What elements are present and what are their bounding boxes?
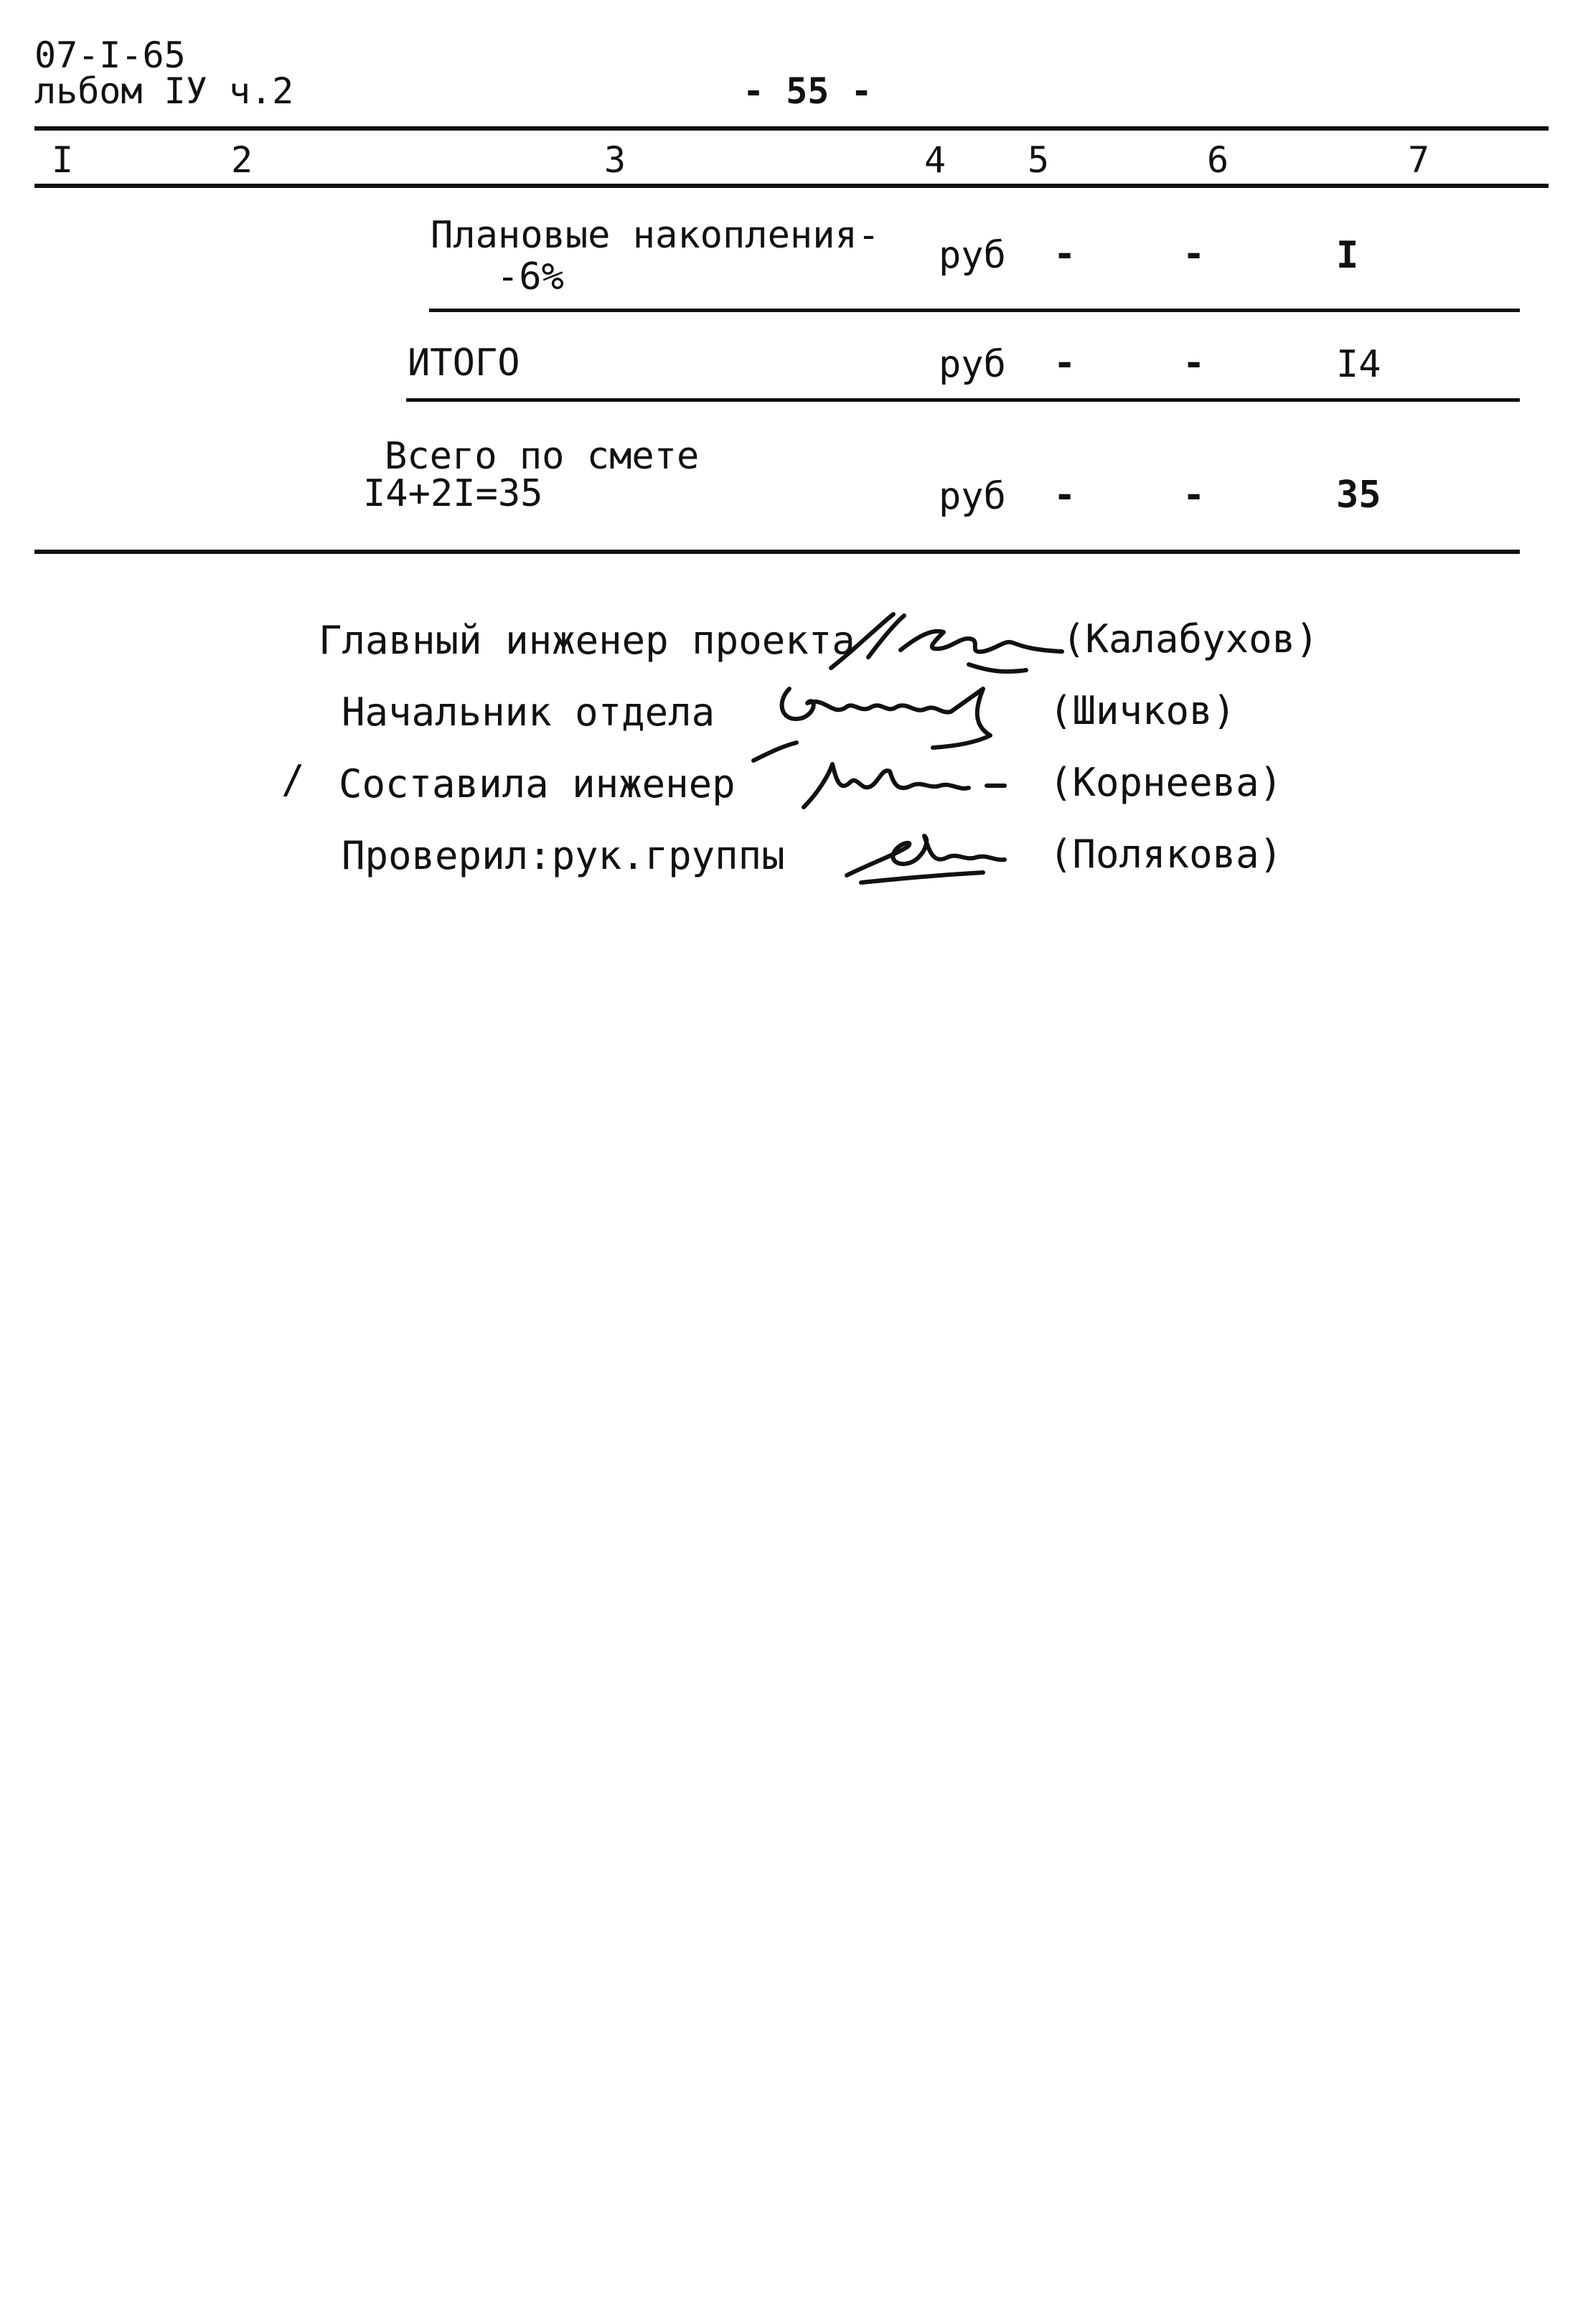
signature-role: Начальник отдела bbox=[342, 690, 715, 735]
row-col7: I4 bbox=[1336, 343, 1381, 386]
row-unit: руб bbox=[939, 475, 1006, 518]
row-col6: - bbox=[1183, 474, 1206, 517]
row-name: Всего по смете bbox=[385, 435, 700, 478]
row-unit: руб bbox=[939, 234, 1006, 277]
table-top-rule bbox=[34, 126, 1549, 131]
handwritten-signature-korneeva bbox=[789, 753, 1026, 818]
signature-name: (Полякова) bbox=[1049, 832, 1283, 877]
signature-name: (Калабухов) bbox=[1062, 616, 1319, 662]
album-label: льбом IУ ч.2 bbox=[34, 70, 294, 112]
signature-name: (Шичков) bbox=[1049, 688, 1236, 733]
row-divider bbox=[406, 398, 1520, 402]
column-number: I bbox=[52, 139, 74, 181]
page-number: - 55 - bbox=[743, 70, 873, 112]
row-name: Плановые накопления- bbox=[431, 214, 880, 257]
margin-mark: / bbox=[281, 757, 305, 802]
column-number: 4 bbox=[924, 139, 946, 181]
document-code: 07-I-65 bbox=[34, 34, 186, 76]
row-col7: I bbox=[1336, 234, 1359, 277]
table-bottom-rule bbox=[34, 550, 1520, 554]
row-name: ИТОГО bbox=[408, 342, 520, 385]
row-col6: - bbox=[1183, 232, 1206, 276]
row-col7: 35 bbox=[1336, 474, 1381, 517]
row-name-continuation: -6% bbox=[497, 255, 564, 298]
handwritten-signature-polyakova bbox=[840, 825, 1026, 890]
row-name-continuation: I4+2I=35 bbox=[363, 472, 543, 515]
column-number: 5 bbox=[1028, 139, 1050, 181]
signature-role: Главный инженер проекта bbox=[319, 618, 855, 663]
row-unit: руб bbox=[939, 343, 1006, 386]
column-number: 3 bbox=[604, 139, 626, 181]
table-header-rule bbox=[34, 184, 1549, 188]
column-number: 2 bbox=[231, 139, 253, 181]
signature-name: (Корнеева) bbox=[1049, 760, 1283, 805]
row-col5: - bbox=[1053, 342, 1076, 385]
row-col5: - bbox=[1053, 232, 1076, 276]
row-col5: - bbox=[1053, 474, 1076, 517]
row-col6: - bbox=[1183, 342, 1206, 385]
signature-role: Проверил:рук.группы bbox=[342, 833, 785, 878]
row-divider bbox=[429, 309, 1520, 312]
signature-role: Составила инженер bbox=[339, 761, 736, 806]
column-number: 6 bbox=[1207, 139, 1229, 181]
column-number: 7 bbox=[1408, 139, 1430, 181]
